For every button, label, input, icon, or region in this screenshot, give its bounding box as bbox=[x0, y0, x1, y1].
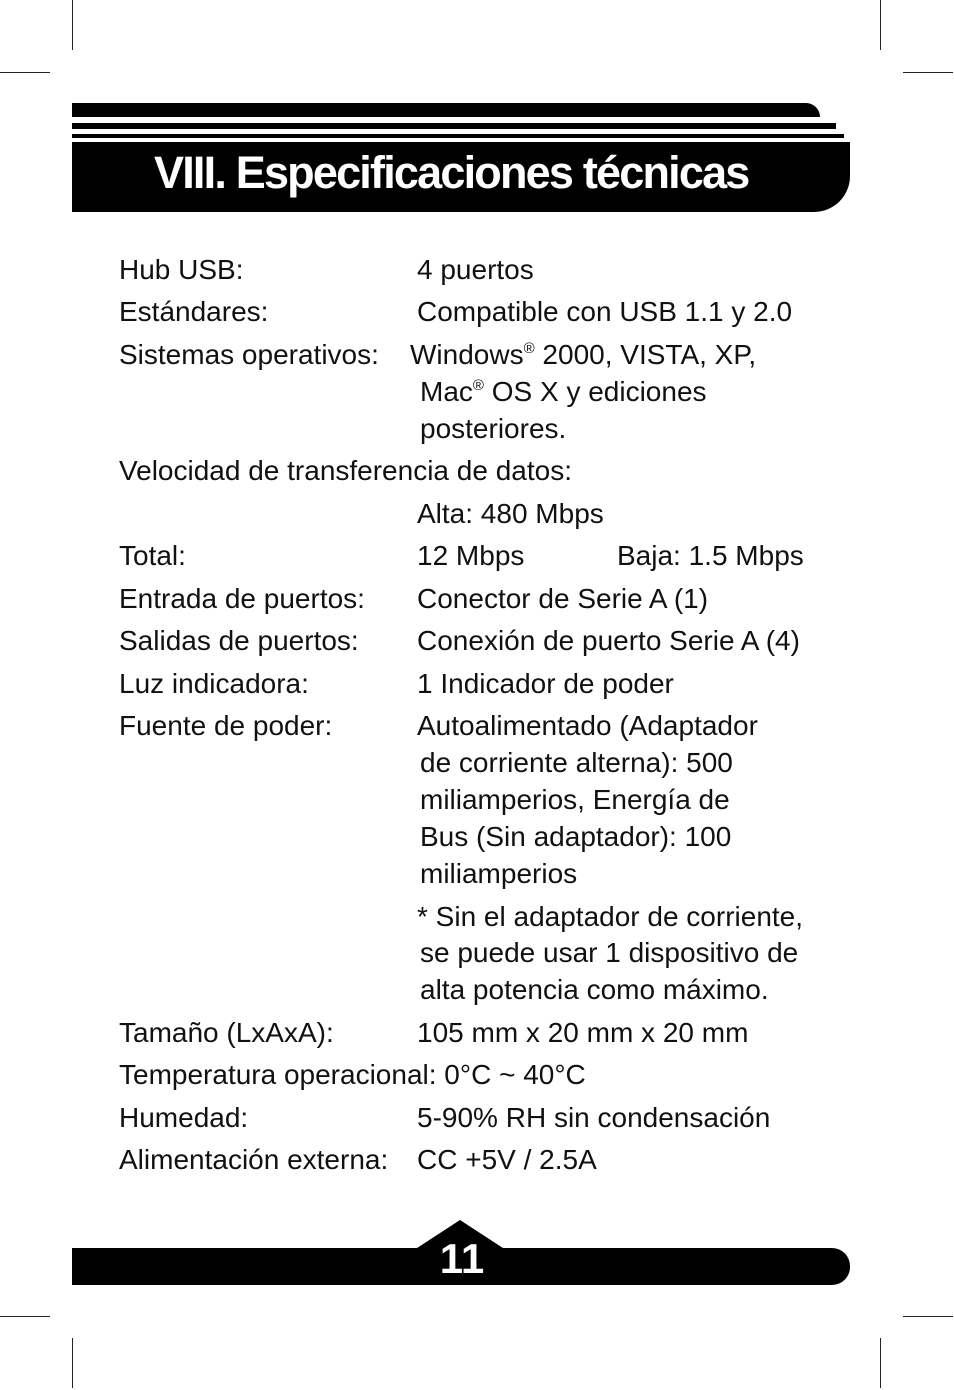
title-band bbox=[72, 142, 850, 212]
crop-mark bbox=[0, 72, 50, 73]
registered-mark: ® bbox=[523, 340, 535, 357]
power-line: Autoalimentado (Adaptador bbox=[417, 710, 758, 741]
speed-high: Alta: 480 Mbps bbox=[417, 498, 604, 529]
crop-mark bbox=[903, 72, 953, 73]
input-label: Entrada de puertos: bbox=[119, 583, 365, 614]
external-power-label: Alimentación externa: bbox=[119, 1144, 389, 1175]
crop-mark bbox=[0, 1316, 50, 1317]
power-line: miliamperios, Energía de bbox=[420, 784, 730, 815]
humidity-value: 5-90% RH sin condensación bbox=[417, 1102, 771, 1133]
temperature-line: Temperatura operacional: 0°C ~ 40°C bbox=[119, 1059, 586, 1090]
standards-value: Compatible con USB 1.1 y 2.0 bbox=[417, 296, 793, 327]
power-line: de corriente alterna): 500 bbox=[420, 747, 733, 778]
output-value: Conexión de puerto Serie A (4) bbox=[417, 625, 800, 656]
size-value: 105 mm x 20 mm x 20 mm bbox=[417, 1017, 749, 1048]
os-line bbox=[420, 373, 707, 410]
crop-mark bbox=[880, 0, 881, 50]
led-label: Luz indicadora: bbox=[119, 668, 309, 699]
os-text: Mac bbox=[420, 376, 473, 407]
power-note: * Sin el adaptador de corriente, bbox=[417, 901, 804, 932]
power-line: miliamperios bbox=[420, 858, 578, 889]
led-value: 1 Indicador de poder bbox=[417, 668, 674, 699]
speed-label: Velocidad de transferencia de datos: bbox=[119, 455, 572, 486]
power-label: Fuente de poder: bbox=[119, 710, 333, 741]
power-line: Bus (Sin adaptador): 100 bbox=[420, 821, 732, 852]
external-power-value: CC +5V / 2.5A bbox=[417, 1144, 597, 1175]
hub-label: Hub USB: bbox=[119, 254, 244, 285]
power-note: alta potencia como máximo. bbox=[420, 974, 769, 1005]
os-line: posteriores. bbox=[420, 413, 567, 444]
registered-mark: ® bbox=[472, 377, 484, 394]
os-line bbox=[410, 336, 756, 373]
crop-mark bbox=[903, 1316, 953, 1317]
standards-label: Estándares: bbox=[119, 296, 269, 327]
size-label: Tamaño (LxAxA): bbox=[119, 1017, 334, 1048]
crop-mark bbox=[72, 1338, 73, 1388]
total-label: Total: bbox=[119, 540, 186, 571]
humidity-label: Humedad: bbox=[119, 1102, 249, 1133]
speed-low: Baja: 1.5 Mbps bbox=[617, 540, 804, 571]
section-header bbox=[72, 103, 850, 212]
os-text: Windows bbox=[410, 339, 524, 370]
power-note: se puede usar 1 dispositivo de bbox=[420, 937, 799, 968]
os-label: Sistemas operativos: bbox=[119, 339, 379, 370]
os-text: 2000, VISTA, XP, bbox=[534, 339, 757, 370]
hub-value: 4 puertos bbox=[417, 254, 534, 285]
os-text: OS X y ediciones bbox=[483, 376, 707, 407]
header-stripe bbox=[72, 123, 836, 129]
total-value: 12 Mbps bbox=[417, 540, 525, 571]
output-label: Salidas de puertos: bbox=[119, 625, 359, 656]
header-stripe bbox=[72, 134, 844, 138]
crop-mark bbox=[72, 0, 73, 50]
page-number: 11 bbox=[439, 1235, 485, 1282]
page-title: VIII. Especificaciones técnicas bbox=[154, 147, 749, 198]
crop-mark bbox=[880, 1338, 881, 1388]
header-stripe bbox=[72, 103, 820, 117]
input-value: Conector de Serie A (1) bbox=[417, 583, 709, 614]
